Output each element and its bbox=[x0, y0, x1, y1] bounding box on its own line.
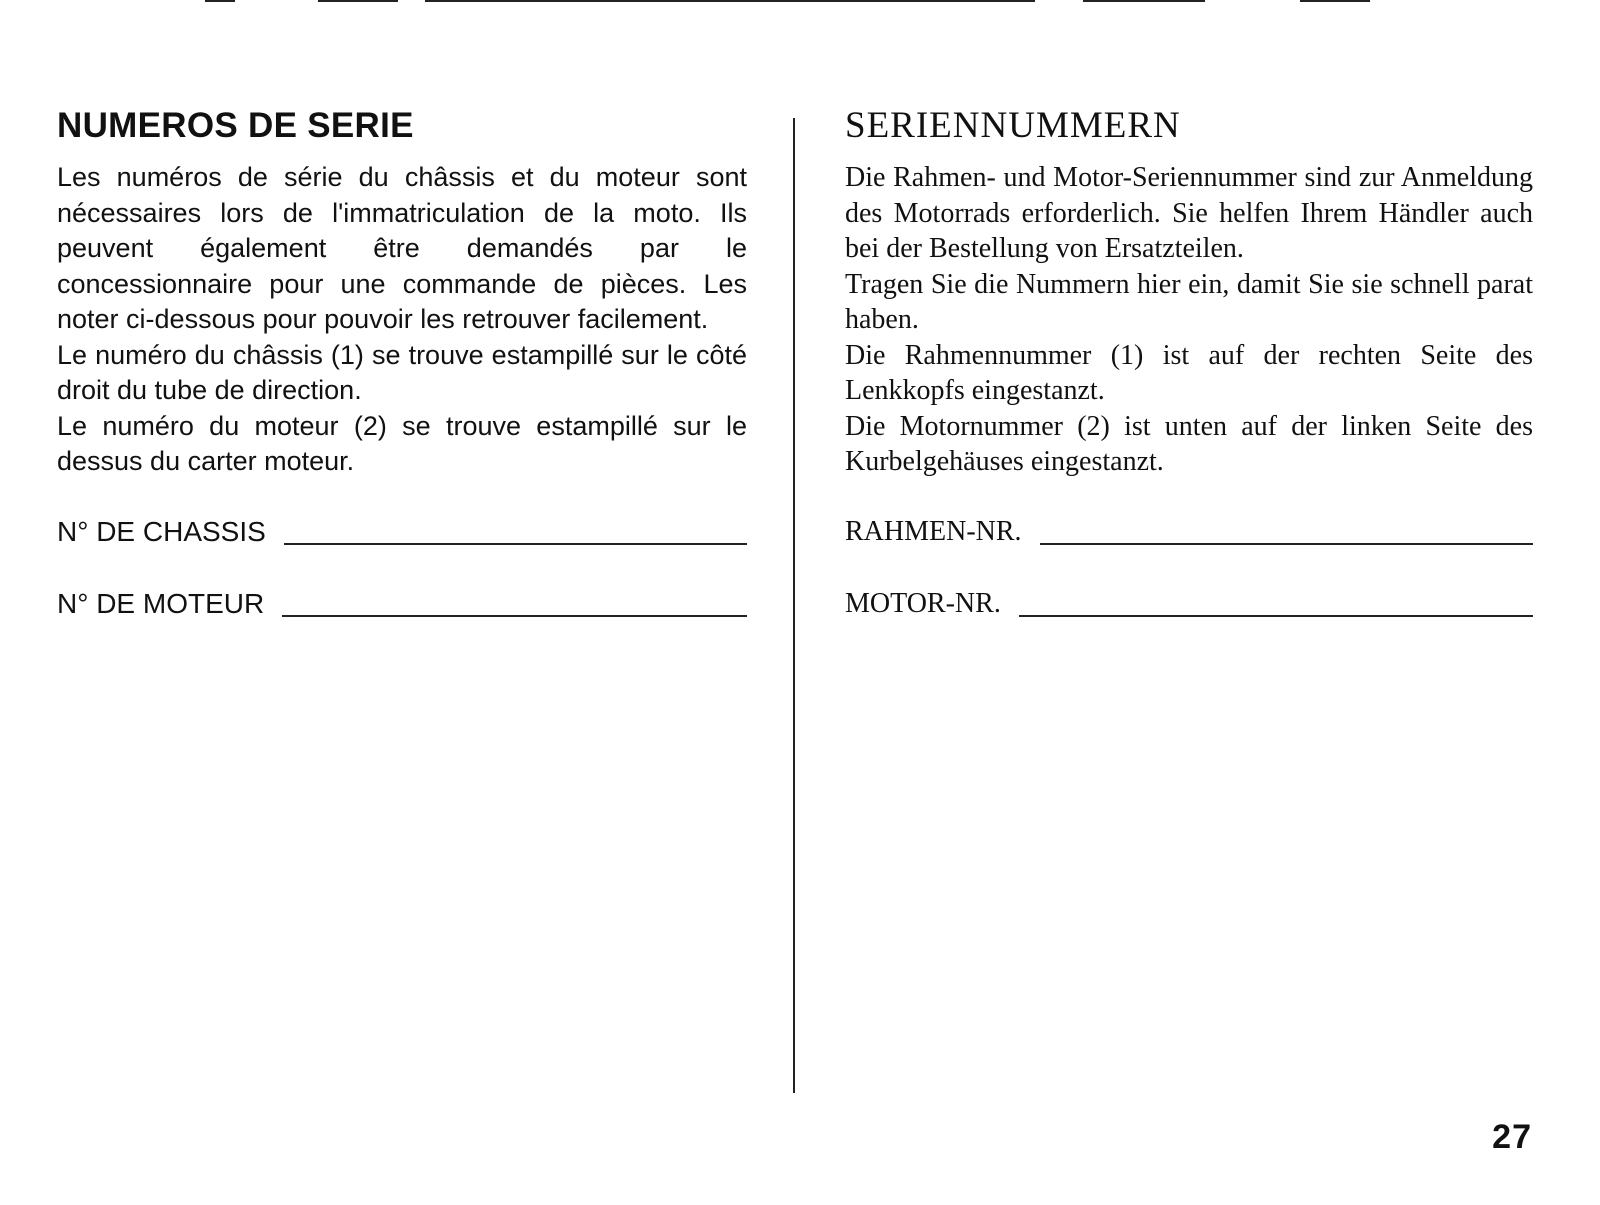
german-column bbox=[845, 104, 1533, 622]
french-paragraph: Le numéro du moteur (2) se trouve estampillé sur le dessus du carter moteur. bbox=[57, 410, 747, 476]
page-number: 27 bbox=[1492, 1118, 1532, 1156]
frame-number-label: RAHMEN-NR. bbox=[845, 515, 1022, 547]
french-heading: NUMEROS DE SERIE bbox=[57, 106, 414, 145]
french-column bbox=[57, 104, 747, 622]
chassis-number-blank-line bbox=[284, 543, 747, 545]
top-rule bbox=[425, 0, 1035, 2]
chassis-number-label: N° DE CHASSIS bbox=[57, 515, 266, 547]
frame-number-field bbox=[845, 514, 1533, 550]
motor-number-blank-line bbox=[1019, 615, 1533, 617]
engine-number-label: N° DE MOTEUR bbox=[57, 587, 265, 619]
french-paragraph: Le numéro du châssis (1) se trouve estampillé sur le côté droit du tube de direction. bbox=[57, 339, 747, 405]
frame-number-blank-line bbox=[1040, 543, 1533, 545]
top-rule bbox=[205, 0, 235, 2]
motor-number-field bbox=[845, 586, 1533, 622]
german-paragraph: Tragen Sie die Nummern hier ein, damit Sie sie schnell parat haben. bbox=[845, 268, 1533, 335]
german-paragraph: Die Rahmen- und Motor-Seriennummer sind zur Anmeldung des Motorrads erforderlich. Sie helfen Ihrem Händler auch bei der Bestellung von Ersatzteilen. bbox=[845, 162, 1533, 264]
german-paragraph: Die Rahmennummer (1) ist auf der rechten Seite des Lenkkopfs eingestanzt. bbox=[845, 339, 1533, 406]
engine-number-field bbox=[57, 586, 747, 622]
chassis-number-field bbox=[57, 514, 747, 550]
german-paragraph: Die Motornummer (2) ist unten auf der linken Seite des Kurbelgehäuses eingestanzt. bbox=[845, 410, 1533, 477]
german-heading: SERIENNUMMERN bbox=[845, 105, 1181, 146]
top-rule bbox=[1300, 0, 1370, 2]
motor-number-label: MOTOR-NR. bbox=[845, 587, 1001, 619]
top-rule bbox=[318, 0, 398, 2]
engine-number-blank-line bbox=[282, 615, 747, 617]
column-divider bbox=[793, 118, 795, 1093]
top-rule bbox=[1083, 0, 1205, 2]
french-paragraph: Les numéros de série du châssis et du moteur sont nécessaires lors de l'immatriculation de la moto. Ils peuvent également être demandés par le concessionnaire pour une commande de pièces. Les noter ci-dessous pour pouvoir les retrouver facilement. bbox=[57, 162, 747, 334]
